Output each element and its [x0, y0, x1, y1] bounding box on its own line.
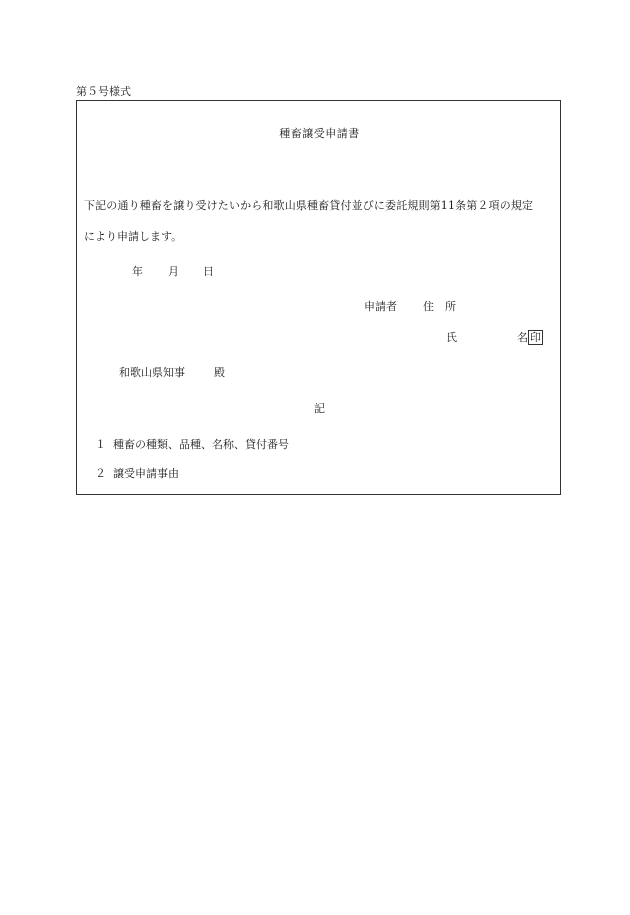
list-item-text: 譲受申請事由	[113, 467, 179, 480]
list-item-text: 種畜の種類、品種、名称、貸付番号	[113, 438, 289, 451]
date-day-label: 日	[203, 265, 214, 278]
date-year-label: 年	[132, 265, 143, 278]
applicant-label: 申請者	[364, 300, 397, 313]
list-item-number: ２	[95, 467, 106, 480]
document-title: 種畜譲受申請書	[279, 127, 360, 140]
form-number: 第５号様式	[76, 85, 131, 98]
list-item-number: １	[95, 438, 106, 451]
seal-mark: 印	[530, 331, 541, 344]
body-text-line-1: 下記の通り種畜を譲り受けたいから和歌山県種畜貸付並びに委託規則第11条第２項の規定	[84, 199, 534, 212]
name-label-surname: 氏	[446, 331, 457, 344]
date-month-label: 月	[168, 265, 179, 278]
addressee-name: 和歌山県知事	[119, 366, 185, 379]
body-text-line-2: により申請します。	[84, 230, 183, 243]
address-label: 住 所	[423, 300, 456, 313]
ki-label: 記	[314, 402, 325, 415]
form-frame	[76, 100, 561, 495]
name-label-given: 名	[517, 331, 528, 344]
addressee-honorific: 殿	[214, 366, 225, 379]
